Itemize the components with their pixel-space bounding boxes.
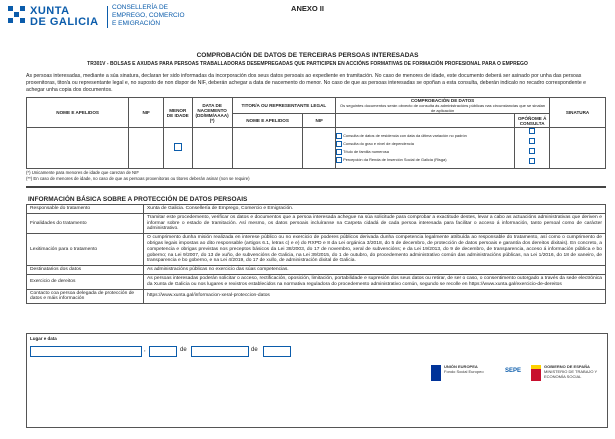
fse-label: Fondo Social Europeo — [444, 369, 484, 374]
section-divider — [26, 186, 606, 188]
input-nif[interactable] — [129, 128, 164, 169]
brand-line2: DE GALICIA — [30, 16, 99, 28]
brand-line1: XUNTA — [30, 5, 70, 17]
year-input[interactable] — [263, 346, 291, 357]
table-notes: (*) Unicamente para menores de idade que carezan de NIF (**) En caso de menores de idade, no caso de que as persoas proxenitoras ou titores deberán asinar (non se require) — [26, 170, 250, 181]
month-input[interactable] — [191, 346, 249, 357]
col-nome: NOME E APELIDOS — [27, 98, 129, 128]
de-separator: de — [251, 347, 258, 353]
footer-logos — [431, 363, 601, 383]
oppose-checkbox[interactable] — [529, 138, 535, 144]
check-row: Título de familia numerosa — [336, 148, 514, 156]
data-protection-heading: INFORMACIÓN BÁSICA SOBRE A PROTECCIÓN DE DATOS PERSOAIS — [28, 196, 248, 203]
oppose-checkbox[interactable] — [529, 158, 535, 164]
oppose-checkbox[interactable] — [529, 128, 535, 134]
intro-paragraph: As persoas interesadas, mediante a súa sinatura, declaran ter sido informadas da incorporación dos seus datos persoais ao expediente en tramitación. No caso de menores de idade, este documento deberá ser asinado por unha das persoas proxenitoras, titor/a ou representante legal e, no suposto de non dispor de NIF, deberán achegar a data de nacemento do menor. No caso de que as persoas interesadas se opoñan a esta consulta, deberán indicalo no recadro correspondente e achegar unha copia dos documentos. — [26, 73, 587, 93]
col-comprobacion: COMPROBACIÓN DE DATOS Os seguintes documentos serán obxecto de consulta ás administracións públicas nas circunstancias que se sinalan de aplicación — [336, 98, 550, 114]
col-titor-nif: NIF — [303, 114, 336, 128]
table-row: Finalidades do tratamento Tramitar este procedemento, verificar os datos e documentos que a persoa interesada achegue na súa solicitude para comprobar a exactitude destes, levar a cabo as actuacións administrativas que deriven e informar sobre o estado de tramitación. Así mesmo, os datos persoais incluíranse na Carpeta cidadá de cada persoa interesada para facilitar o acceso á información, tanto persoal como de carácter administrativo. — [27, 213, 606, 233]
data-protection-section — [26, 195, 606, 302]
table-row: Responsable do tratamento Xunta de Galicia. Consellería de Emprego, Comercio e Emigración. — [27, 205, 606, 214]
sepe-logo: SEPE — [505, 368, 522, 374]
input-titor-nif[interactable] — [303, 128, 336, 169]
col-nacemento: DATA DE NACEMENTO (DD/MM/AAAA) (*) — [192, 98, 232, 128]
oppose-checkbox[interactable] — [529, 148, 535, 154]
table-row: Destinatarios dos datos As administracións públicas no exercicio das súas competencias. — [27, 266, 606, 275]
place-date-label: Lugar e data — [30, 336, 57, 341]
col-sinatura: SINATURA — [550, 98, 606, 128]
check-row: Consulta de datos de residencia con data da última variación no padrón — [336, 132, 514, 140]
day-input[interactable] — [149, 346, 177, 357]
input-nacemento[interactable] — [192, 128, 232, 169]
input-nome[interactable] — [27, 128, 129, 169]
consent-checkbox[interactable] — [336, 141, 342, 147]
place-input[interactable] — [30, 346, 142, 357]
page-title: COMPROBACIÓN DE DATOS DE TERCEIRAS PERSOAS INTERESADAS — [196, 52, 419, 59]
data-check-table — [26, 97, 606, 169]
comma-separator: , — [144, 347, 146, 353]
consent-checkbox[interactable] — [336, 157, 342, 163]
conselleria-name: CONSELLERÍA DE EMPREGO, COMERCIO E EMIGRACIÓN — [112, 4, 185, 27]
page-subtitle: TR301V - BOLSAS E AXUDAS PARA PERSOAS TRABALLADORAS DESEMPREGADAS QUE PARTICIPEN EN ACCIÓNS FORMATIVAS DE FORMACIÓN PROFESIONAL PARA O EMPREGO — [87, 61, 528, 67]
col-oponome: OPÓÑOME Á CONSULTA — [515, 114, 550, 128]
gov-label: GOBIERNO DE ESPAÑA — [544, 364, 590, 369]
consent-checkbox[interactable] — [336, 133, 342, 139]
col-menor: MENOR DE IDADE — [164, 98, 192, 128]
ministry-label: MINISTERIO DE TRABAJO Y ECONOMÍA SOCIAL — [544, 369, 598, 379]
place-date-section — [26, 333, 608, 428]
eu-flag-icon — [431, 365, 441, 381]
data-protection-table — [26, 204, 606, 304]
menor-checkbox[interactable] — [174, 143, 182, 151]
input-titor-nome[interactable] — [232, 128, 303, 169]
consent-checkbox[interactable] — [336, 149, 342, 155]
de-separator: de — [180, 347, 187, 353]
col-nif: NIF — [129, 98, 164, 128]
annex-title: ANEXO II — [291, 4, 324, 13]
table-row: Contacto coa persoa delegada de protección de datos e máis información https://www.xunta.gal/informacion-xeral-proteccion-datos — [27, 289, 606, 304]
eu-label: UNIÓN EUROPEA — [444, 364, 478, 369]
table-row: Lexitimación para o tratamento O cumprimento dunha misión realizada en interese público ou no exercicio de poderes públicos derivada dunha competencia legalmente atribuída ao responsable do tratamento, así como o cumprimento de obrigas legais impostas ao dito responsable (artigos 6.1, letras c) e e) do RXPD e 8 da Lei orgánica 3/2018, do 5 de decembro, de protección de datos persoais e garantía dos dereitos dixitais). En concreto, a competencia e obrigas previstas nos preceptos básicos da Lei 38/2003, do 17 de novembro, xeral de subvencións; e da Lei 19/2013, do 9 de decembro, de transparencia, acceso á información pública e bo goberno; na Lei 9/2007, do 13 de xuño, de subvencións de Galicia, na Lei 39/2015, do 1 de outubro, do procedemento administrativo común das administracións públicas, na Lei 1/2016, do 18 de xaneiro, de transparencia e bo goberno, e na Lei 4/2019, do 17 de xullo, de administración dixital de Galicia. — [27, 234, 606, 266]
table-row: Exercicio de dereitos As persoas interesadas poderán solicitar o acceso, rectificación, oposición, limitación, portabilidade e supresión dos seus datos ou retirar, de ser o caso, o consentimento outorgado a través da sede electrónica da Xunta de Galicia ou nos lugares e rexistros establecidos na normativa reguladora do procedemento administrativo común, segundo se recolle en https://www.xunta.gal/exercicio-de-dereitos — [27, 274, 606, 289]
col-titor-nome: NOME E APELIDOS — [232, 114, 303, 128]
signature-cell[interactable] — [550, 128, 606, 169]
check-row: Consulta do grao e nivel de dependencia — [336, 140, 514, 148]
col-titor: TITOR/A OU REPRESENTANTE LEGAL — [232, 98, 335, 114]
check-row: Percepción da Renda de Inserción Social de Galicia (Risga) — [336, 156, 514, 164]
spain-flag-icon — [531, 365, 541, 381]
